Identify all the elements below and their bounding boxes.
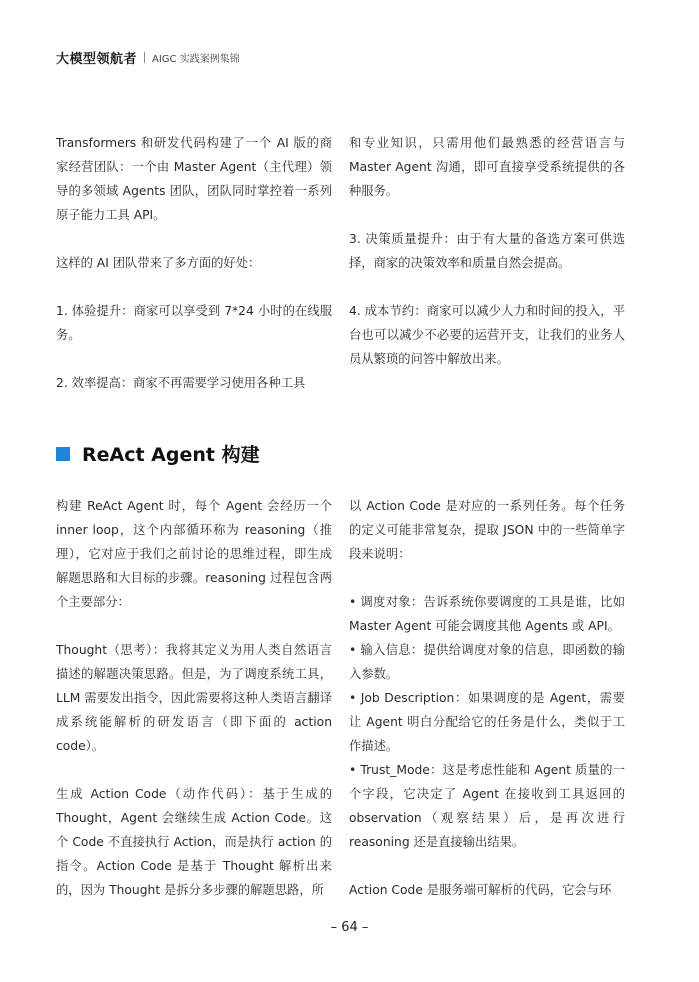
bullet-item: • 调度对象：告诉系统你要调度的工具是谁，比如 Master Agent 可能会调度其他 Agents 或 API。	[349, 595, 625, 633]
running-header	[56, 48, 240, 67]
paragraph: Thought（思考）：我将其定义为用人类自然语言描述的解题决策思路。但是，为了调度系统工具，LLM 需要发出指令，因此需要将这种人类语言翻译成系统能解析的研发语言（即下面的 action code）。	[56, 643, 332, 753]
bottom-left-column	[56, 494, 332, 902]
header-separator	[144, 52, 145, 63]
header-subtitle: AIGC 实践案例集锦	[152, 54, 240, 65]
paragraph: 4. 成本节约：商家可以减少人力和时间的投入，平台也可以减少不必要的运营开支，让我们的业务人员从繁琐的问答中解放出来。	[349, 304, 625, 366]
paragraph: 这样的 AI 团队带来了多方面的好处：	[56, 256, 261, 270]
paragraph: 2. 效率提高：商家不再需要学习使用各种工具	[56, 376, 306, 390]
top-right-column	[349, 131, 625, 371]
paragraph: Action Code 是服务端可解析的代码，它会与环	[349, 883, 612, 897]
bottom-right-column	[349, 494, 625, 902]
paragraph: 构建 ReAct Agent 时，每个 Agent 会经历一个 inner loop，这个内部循环称为 reasoning（推理），它对应于我们之前讨论的思维过程，即生成解题思路和大目标的步骤。reasoning 过程包含两个主要部分：	[56, 499, 332, 609]
paragraph: 1. 体验提升：商家可以享受到 7*24 小时的在线服务。	[56, 304, 332, 342]
header-brand: 大模型领航者	[56, 52, 138, 67]
section-marker-square	[56, 447, 70, 461]
paragraph: Transformers 和研发代码构建了一个 AI 版的商家经营团队：一个由 Master Agent（主代理）领导的多领域 Agents 团队，团队同时掌控着一系列原子能力工具 API。	[56, 136, 332, 222]
bullet-item: • Trust_Mode：这是考虑性能和 Agent 质量的一个字段，它决定了 Agent 在接收到工具返回的 observation（观察结果）后，是再次进行 reasoning 还是直接输出结果。	[349, 763, 625, 849]
section-heading	[56, 440, 260, 467]
bullet-item: • Job Description：如果调度的是 Agent，需要让 Agent 明白分配给它的任务是什么，类似于工作描述。	[349, 691, 625, 753]
paragraph: 和专业知识，只需用他们最熟悉的经营语言与 Master Agent 沟通，即可直接享受系统提供的各种服务。	[349, 136, 625, 198]
top-left-column	[56, 131, 332, 395]
section-title: ReAct Agent 构建	[82, 444, 260, 466]
paragraph: 以 Action Code 是对应的一系列任务。每个任务的定义可能非常复杂，提取 JSON 中的一些简单字段来说明：	[349, 499, 625, 561]
paragraph: 3. 决策质量提升：由于有大量的备选方案可供选择，商家的决策效率和质量自然会提高。	[349, 232, 625, 270]
page-number: – 64 –	[330, 920, 369, 935]
bullet-item: • 输入信息：提供给调度对象的信息，即函数的输入参数。	[349, 643, 625, 681]
paragraph: 生成 Action Code（动作代码）：基于生成的 Thought，Agent 会继续生成 Action Code。这个 Code 不直接执行 Action，而是执行 action 的指令。Action Code 是基于 Thought 解析出来的，因为 Thought 是拆分多步骤的解题思路，所	[56, 787, 332, 897]
